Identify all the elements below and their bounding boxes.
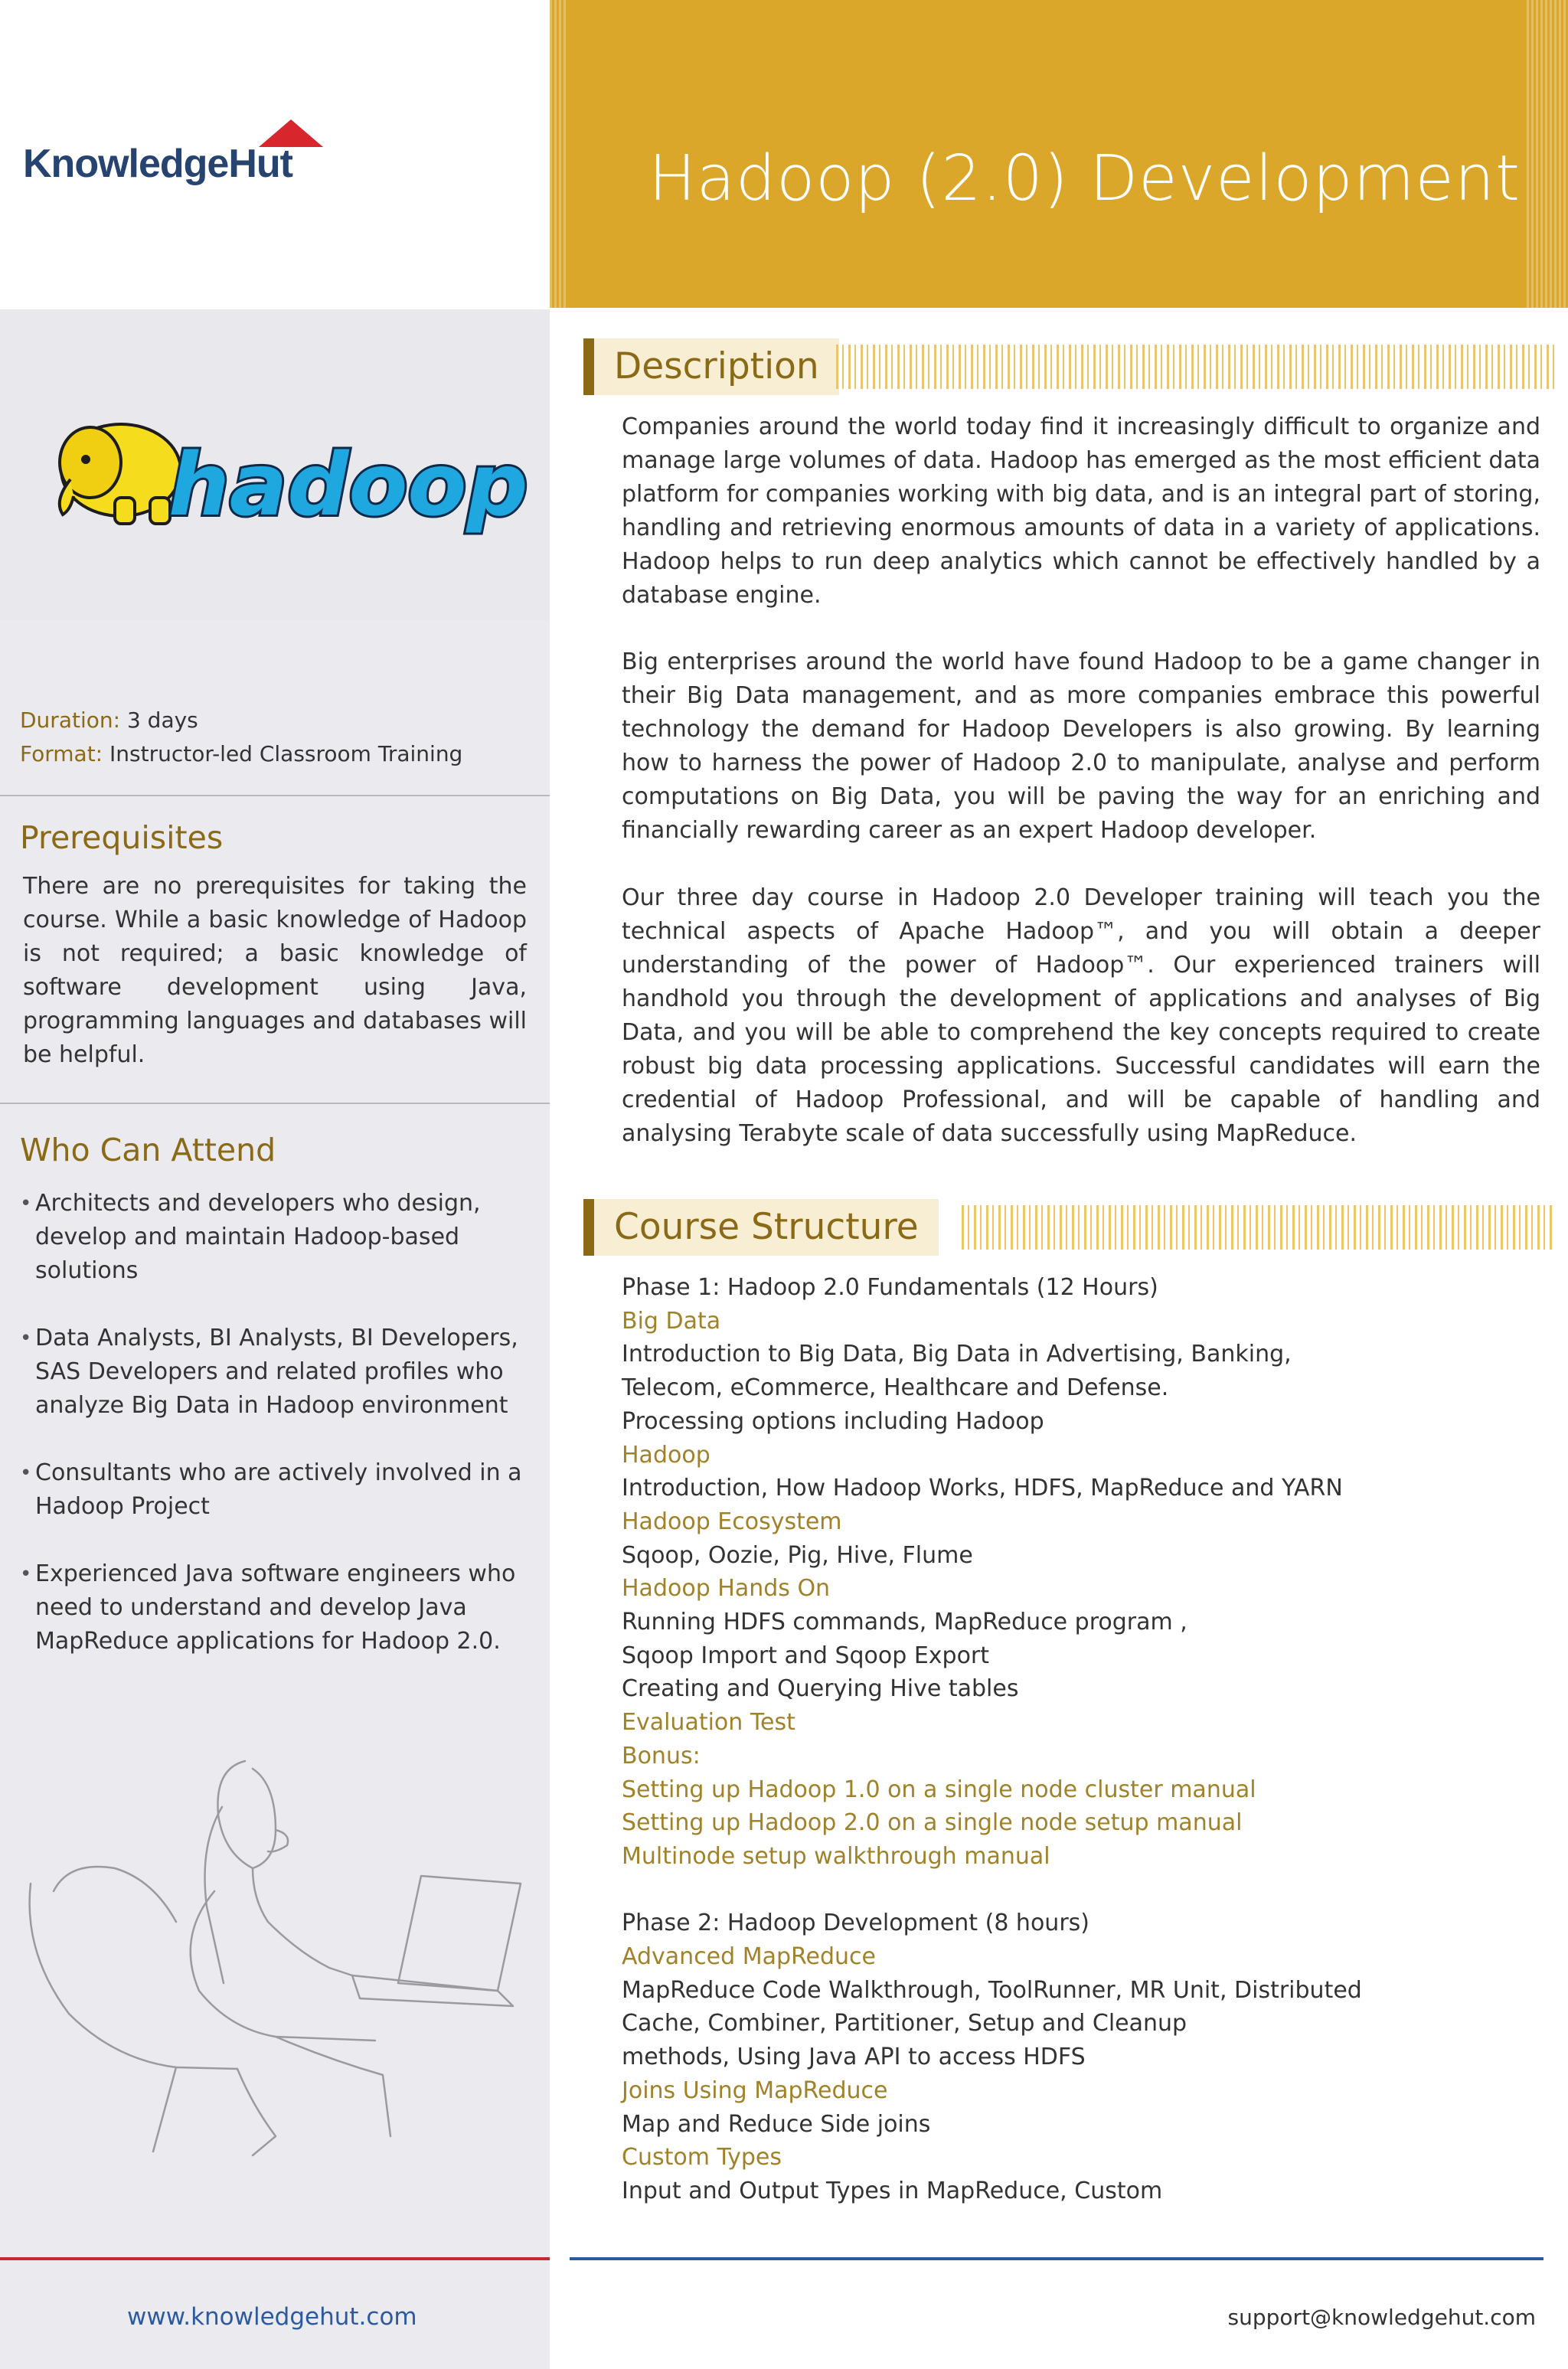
prerequisites-text: There are no prerequisites for taking the course. While a basic knowledge of Hadoop is not required; a basic knowledge of software development using Java, programming languages and databases will be helpful. [23, 873, 527, 1068]
module-detail: Cache, Combiner, Partitioner, Setup and Cleanup [622, 2010, 1187, 2037]
description-paragraph-3: Our three day course in Hadoop 2.0 Developer training will teach you the technical aspects of Apache Hadoop™, and you will obtain a deeper understanding of the power of Hadoop™. Our experienced trainers will handhold you through the development of applications and analyses of Big Data, and you will be able to comprehend the key concepts required to create robust big data processing applications. Successful candidates will earn the credential of Hadoop Professional, and will be capable of handling and analysing Terabyte scale of data successfully using MapReduce. [622, 884, 1540, 1147]
duration-line [20, 707, 198, 733]
module-title: Big Data [622, 1307, 721, 1335]
section-stripes [836, 345, 1556, 389]
title-band [550, 0, 1568, 308]
course-structure-section-header [583, 1199, 1556, 1256]
module-detail: MapReduce Code Walkthrough, ToolRunner, MR Unit, Distributed [622, 1976, 1362, 2004]
section-stripes [962, 1205, 1556, 1250]
format-line [20, 741, 462, 766]
module-title: Joins Using MapReduce [622, 2077, 888, 2104]
footer-divider-blue [570, 2257, 1544, 2260]
hadoop-wordmark: hadoop [168, 436, 528, 535]
bonus-item: Setting up Hadoop 1.0 on a single node cluster manual [622, 1776, 1256, 1803]
module-detail: Introduction, How Hadoop Works, HDFS, MapReduce and YARN [622, 1475, 1343, 1502]
duration-value: 3 days [126, 707, 198, 733]
bonus-item: Setting up Hadoop 2.0 on a single node setup manual [622, 1809, 1243, 1837]
title-stripes-right [1527, 0, 1568, 308]
module-detail: methods, Using Java API to access HDFS [622, 2044, 1086, 2071]
duration-label: Duration: [20, 707, 121, 733]
list-item: • Architects and developers who design, develop and maintain Hadoop-based solutions [20, 1187, 541, 1288]
format-value: Instructor-led Classroom Training [109, 741, 463, 766]
who-can-attend-heading: Who Can Attend [20, 1132, 276, 1168]
phase-heading: Phase 1: Hadoop 2.0 Fundamentals (12 Hours) [622, 1274, 1158, 1301]
module-detail: Introduction to Big Data, Big Data in Advertising, Banking, [622, 1341, 1292, 1368]
module-detail: Input and Output Types in MapReduce, Custom [622, 2177, 1163, 2204]
page-title: Hadoop (2.0) Development [648, 142, 1521, 215]
title-stripes-left [550, 0, 567, 308]
description-paragraph-2: Big enterprises around the world have found Hadoop to be a game changer in their Big Data management, and as more companies embrace this powerful technology the demand for Hadoop Developers is also growing. By learning how to harness the power of Hadoop 2.0 to manipulate, analyse and perform computations on Big Data, you will be paving the way for an enriching and financially rewarding career as an expert Hadoop developer. [622, 649, 1540, 844]
description-heading: Description [594, 338, 839, 395]
hadoop-logo-panel [0, 309, 550, 620]
list-item: • Consultants who are actively involved in a Hadoop Project [20, 1456, 541, 1524]
elephant-icon [60, 424, 181, 524]
list-item: • Data Analysts, BI Analysts, BI Developers, SAS Developers and related profiles who analyze Big Data in Hadoop environment [20, 1322, 541, 1423]
module-detail: Telecom, eCommerce, Healthcare and Defense. [622, 1374, 1169, 1402]
module-title: Hadoop Hands On [622, 1575, 831, 1603]
module-detail: Processing options including Hadoop [622, 1407, 1044, 1435]
course-structure-heading: Course Structure [594, 1199, 939, 1256]
description-section-header [583, 338, 1556, 395]
prerequisites-heading: Prerequisites [20, 819, 224, 856]
woman-at-laptop-illustration [23, 1738, 544, 2167]
module-detail: Sqoop, Oozie, Pig, Hive, Flume [622, 1541, 973, 1569]
website-link[interactable]: www.knowledgehut.com [127, 2303, 417, 2331]
module-title: Advanced MapReduce [622, 1943, 876, 1971]
list-item: • Experienced Java software engineers who need to understand and develop Java MapReduce applications for Hadoop 2.0. [20, 1557, 541, 1658]
course-structure-list [622, 1271, 1540, 2208]
format-label: Format: [20, 741, 103, 766]
module-title: Bonus: [622, 1742, 701, 1769]
bonus-item: Multinode setup walkthrough manual [622, 1842, 1050, 1870]
support-email-link[interactable]: support@knowledgehut.com [1227, 2305, 1536, 2330]
sidebar-divider [0, 1103, 550, 1104]
spacer [622, 1874, 1540, 1907]
module-title: Hadoop [622, 1441, 710, 1469]
phase-heading: Phase 2: Hadoop Development (8 hours) [622, 1910, 1089, 1937]
description-paragraph-1: Companies around the world today find it increasingly difficult to organize and manage large volumes of data. Hadoop has emerged as the most efficient data platform for companies working with big data, and is an integral part of storing, handling and retrieving enormous amounts of data in a variety of applications. Hadoop helps to run deep analytics which cannot be effectively handled by a database engine. [622, 413, 1540, 609]
module-detail: Creating and Querying Hive tables [622, 1675, 1019, 1703]
module-title: Custom Types [622, 2144, 782, 2171]
brand-name: KnowledgeHut [23, 142, 292, 186]
section-bar [583, 338, 594, 395]
module-title: Evaluation Test [622, 1709, 795, 1737]
hadoop-elephant-logo [0, 309, 550, 620]
module-detail: Running HDFS commands, MapReduce program , [622, 1609, 1187, 1636]
footer-divider-red [0, 2257, 550, 2260]
module-title: Hadoop Ecosystem [622, 1508, 842, 1535]
module-detail: Sqoop Import and Sqoop Export [622, 1642, 990, 1669]
module-detail: Map and Reduce Side joins [622, 2110, 931, 2138]
sidebar-divider [0, 795, 550, 796]
audience-list [20, 1187, 541, 1692]
section-bar [583, 1199, 594, 1256]
